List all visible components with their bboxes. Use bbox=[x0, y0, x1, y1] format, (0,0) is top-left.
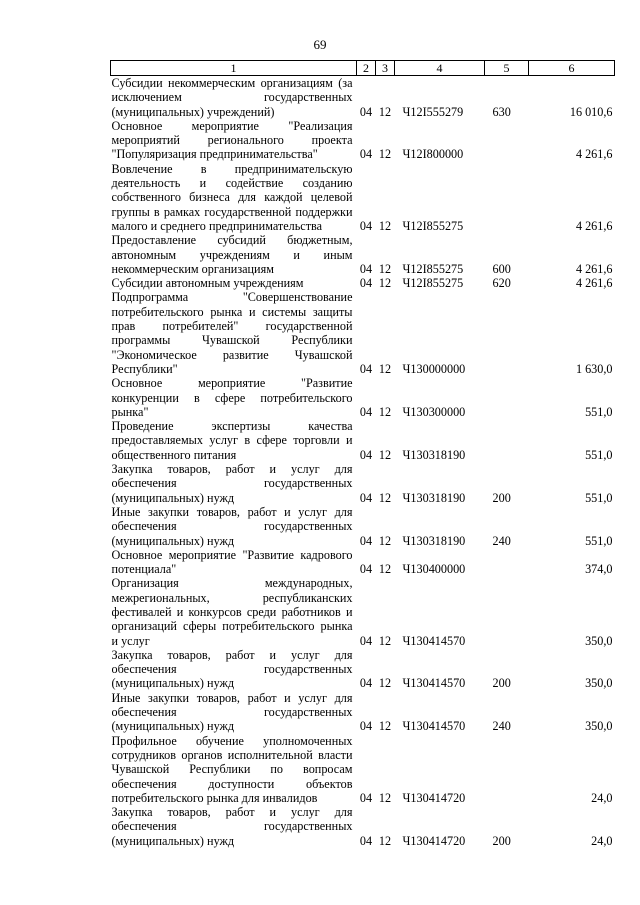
expense-type-code: 630 bbox=[492, 104, 511, 119]
item-name: Подпрограмма "Совершенствование потребительского рынка и системы защиты прав потребителей" государственной программы Чувашской Республики "Экономическое развитие Чувашской Республики" bbox=[111, 290, 353, 376]
subsection-code: 12 bbox=[378, 562, 392, 577]
subsection-code: 12 bbox=[378, 104, 392, 119]
amount: 24,0 bbox=[591, 833, 613, 848]
expense-type-code: 200 bbox=[492, 833, 511, 848]
table-row bbox=[111, 376, 615, 419]
target-article-code: Ч130318190 bbox=[402, 447, 466, 462]
subsection-code: 12 bbox=[378, 361, 392, 376]
target-article-code: Ч130414720 bbox=[402, 833, 466, 848]
amount: 551,0 bbox=[585, 404, 613, 419]
table-row bbox=[111, 233, 615, 276]
header-col-4: 4 bbox=[395, 61, 485, 76]
section-code: 04 bbox=[359, 490, 373, 505]
section-code: 04 bbox=[359, 218, 373, 233]
item-name: Основное мероприятие "Реализация мероприятий регионального проекта "Популяризация предпринимательства" bbox=[111, 118, 353, 162]
item-name: Организация международных, межрегиональных, республиканских фестивалей и конкурсов среди работников и организаций сферы потребительского рынка и услуг bbox=[111, 576, 353, 648]
table-body bbox=[111, 76, 615, 849]
section-code: 04 bbox=[359, 447, 373, 462]
expense-type-code: 620 bbox=[492, 276, 511, 291]
table-row bbox=[111, 119, 615, 162]
table-row bbox=[111, 76, 615, 119]
expense-type-code bbox=[485, 576, 529, 647]
amount: 350,0 bbox=[585, 633, 613, 648]
section-code: 04 bbox=[359, 104, 373, 119]
expense-type-code: 240 bbox=[492, 719, 511, 734]
expense-type-code: 600 bbox=[492, 261, 511, 276]
table-row bbox=[111, 162, 615, 233]
target-article-code: Ч130414570 bbox=[402, 676, 466, 691]
subsection-code: 12 bbox=[378, 533, 392, 548]
section-code: 04 bbox=[359, 261, 373, 276]
table-row bbox=[111, 576, 615, 647]
table-row bbox=[111, 691, 615, 734]
subsection-code: 12 bbox=[378, 790, 392, 805]
section-code: 04 bbox=[359, 719, 373, 734]
section-code: 04 bbox=[359, 790, 373, 805]
section-code: 04 bbox=[359, 633, 373, 648]
target-article-code: Ч12I555279 bbox=[402, 104, 464, 119]
target-article-code: Ч12I855275 bbox=[402, 276, 464, 291]
amount: 24,0 bbox=[591, 790, 613, 805]
amount: 551,0 bbox=[585, 533, 613, 548]
subsection-code: 12 bbox=[378, 276, 392, 291]
item-name: Закупка товаров, работ и услуг для обеспечения государственных (муниципальных) нужд bbox=[111, 647, 353, 691]
section-code: 04 bbox=[359, 562, 373, 577]
item-name: Субсидии автономным учреждениям bbox=[111, 276, 304, 291]
header-col-5: 5 bbox=[485, 61, 529, 76]
expense-type-code bbox=[485, 734, 529, 805]
target-article-code: Ч130318190 bbox=[402, 490, 466, 505]
target-article-code: Ч12I855275 bbox=[402, 218, 464, 233]
target-article-code: Ч130414570 bbox=[402, 633, 466, 648]
subsection-code: 12 bbox=[378, 218, 392, 233]
item-name: Профильное обучение уполномоченных сотрудников органов исполнительной власти Чувашской Республики по вопросам обеспечения доступности объектов потребительского рынка для инвалидов bbox=[111, 733, 353, 805]
expense-type-code bbox=[485, 419, 529, 462]
target-article-code: Ч130400000 bbox=[402, 562, 466, 577]
header-col-3: 3 bbox=[376, 61, 395, 76]
table-row bbox=[111, 548, 615, 577]
amount: 4 261,6 bbox=[575, 218, 613, 233]
subsection-code: 12 bbox=[378, 676, 392, 691]
amount: 4 261,6 bbox=[575, 276, 613, 291]
page-number: 69 bbox=[313, 37, 327, 52]
table-row bbox=[111, 648, 615, 691]
table-row bbox=[111, 290, 615, 376]
expense-type-code: 200 bbox=[492, 676, 511, 691]
item-name: Основное мероприятие "Развитие кадрового потенциала" bbox=[111, 547, 353, 577]
item-name: Субсидии некоммерческим организациям (за исключением государственных (муниципальных) учреждений) bbox=[111, 76, 353, 119]
subsection-code: 12 bbox=[378, 490, 392, 505]
table-row bbox=[111, 276, 615, 290]
item-name: Вовлечение в предпринимательскую деятельность и содействие созданию собственного бизнеса для каждой целевой группы в рамках государственной поддержки малого и среднего предпринимательства bbox=[111, 161, 353, 233]
target-article-code: Ч130300000 bbox=[402, 404, 466, 419]
amount: 4 261,6 bbox=[575, 261, 613, 276]
amount: 551,0 bbox=[585, 447, 613, 462]
amount: 350,0 bbox=[585, 719, 613, 734]
budget-table bbox=[110, 60, 615, 848]
subsection-code: 12 bbox=[378, 147, 392, 162]
amount: 551,0 bbox=[585, 490, 613, 505]
amount: 4 261,6 bbox=[575, 147, 613, 162]
amount: 1 630,0 bbox=[575, 361, 613, 376]
header-col-1: 1 bbox=[111, 61, 357, 76]
header-row bbox=[111, 61, 615, 76]
table-row bbox=[111, 805, 615, 848]
expense-type-code bbox=[485, 119, 529, 162]
section-code: 04 bbox=[359, 147, 373, 162]
table-row bbox=[111, 462, 615, 505]
expense-type-code bbox=[485, 162, 529, 233]
target-article-code: Ч130414720 bbox=[402, 790, 466, 805]
table-row bbox=[111, 505, 615, 548]
expense-type-code bbox=[485, 548, 529, 577]
subsection-code: 12 bbox=[378, 447, 392, 462]
header-col-6: 6 bbox=[529, 61, 615, 76]
target-article-code: Ч12I800000 bbox=[402, 147, 464, 162]
item-name: Иные закупки товаров, работ и услуг для обеспечения государственных (муниципальных) нужд bbox=[111, 690, 353, 734]
amount: 16 010,6 bbox=[569, 104, 613, 119]
target-article-code: Ч130318190 bbox=[402, 533, 466, 548]
expense-type-code: 240 bbox=[492, 533, 511, 548]
amount: 350,0 bbox=[585, 676, 613, 691]
item-name: Предоставление субсидий бюджетным, автономным учреждениям и иным некоммерческим организациям bbox=[111, 233, 353, 276]
header-col-2: 2 bbox=[357, 61, 376, 76]
item-name: Проведение экспертизы качества предоставляемых услуг в сфере торговли и общественного питания bbox=[111, 419, 353, 462]
section-code: 04 bbox=[359, 533, 373, 548]
expense-type-code bbox=[485, 376, 529, 419]
expense-type-code bbox=[485, 290, 529, 376]
section-code: 04 bbox=[359, 676, 373, 691]
section-code: 04 bbox=[359, 404, 373, 419]
item-name: Закупка товаров, работ и услуг для обеспечения государственных (муниципальных) нужд bbox=[111, 462, 353, 505]
subsection-code: 12 bbox=[378, 719, 392, 734]
subsection-code: 12 bbox=[378, 261, 392, 276]
amount: 374,0 bbox=[585, 562, 613, 577]
subsection-code: 12 bbox=[378, 404, 392, 419]
target-article-code: Ч130000000 bbox=[402, 361, 466, 376]
section-code: 04 bbox=[359, 361, 373, 376]
section-code: 04 bbox=[359, 833, 373, 848]
target-article-code: Ч12I855275 bbox=[402, 261, 464, 276]
item-name: Основное мероприятие "Развитие конкуренции в сфере потребительского рынка" bbox=[111, 376, 353, 419]
section-code: 04 bbox=[359, 276, 373, 291]
target-article-code: Ч130414570 bbox=[402, 719, 466, 734]
table-row bbox=[111, 419, 615, 462]
table-row bbox=[111, 734, 615, 805]
subsection-code: 12 bbox=[378, 633, 392, 648]
subsection-code: 12 bbox=[378, 833, 392, 848]
expense-type-code: 200 bbox=[492, 490, 511, 505]
item-name: Иные закупки товаров, работ и услуг для обеспечения государственных (муниципальных) нужд bbox=[111, 504, 353, 548]
item-name: Закупка товаров, работ и услуг для обеспечения государственных (муниципальных) нужд bbox=[111, 805, 353, 848]
